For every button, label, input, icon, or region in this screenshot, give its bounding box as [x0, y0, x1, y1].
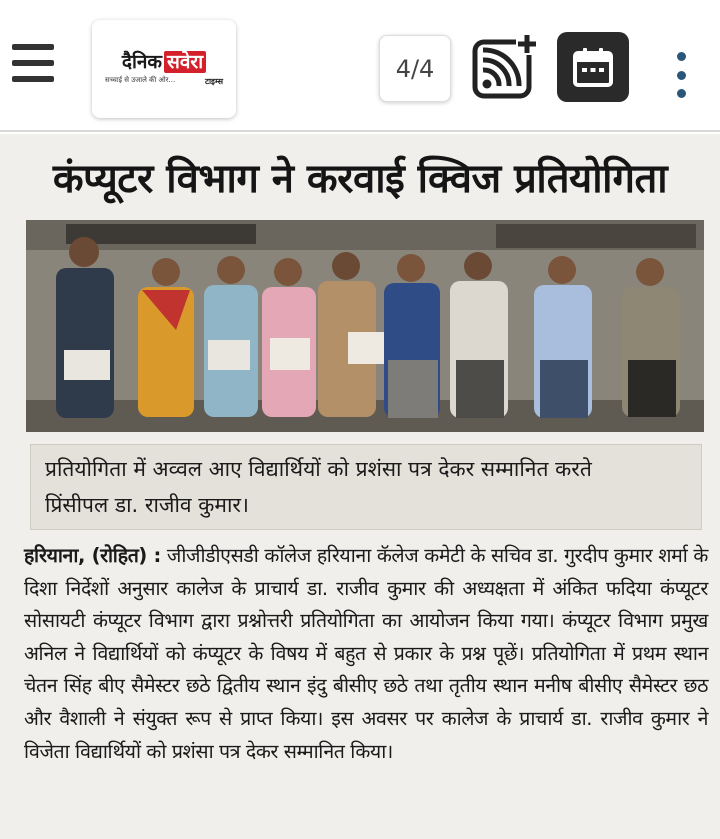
group-photo — [26, 220, 704, 432]
logo-tagline: सच्चाई से उजाले की ओर... — [105, 76, 176, 84]
hamburger-menu-icon[interactable] — [12, 44, 54, 82]
more-vertical-icon[interactable] — [672, 52, 690, 98]
logo-word-savera: सवेरा — [164, 51, 206, 73]
article-body-text: जीजीडीएसडी कॉलेज हरियाना कॅलेज कमेटी के सचिव डा. गुरदीप कुमार शर्मा के दिशा निर्देशों अनुसार कालेज के प्राचार्य डा. राजीव कुमार की अध्यक्षता में अंकित फदिया कंप्यूटर सोसायटी कंप्यूटर विभाग द्वारा प्रश्नोत्तरी प्रतियोगिता का आयोजन किया गया। कंप्यूटर विभाग प्रमुख अनिल ने विद्यार्थियों को कंप्यूटर के विषय में बहुत से प्रकार के प्रश्न पूछें। प्रतियोगिता में प्रथम स्थान चेतन सिंह बीए सैमेस्टर छठे द्वितीय स्थान इंदु बीसीए छठे तथा तृतीय स्थान मनीष बीसीए सैमेस्टर छठ और वैशाली ने संयुक्त रूप से प्राप्त किया। इस अवसर पर कालेज के प्राचार्य डा. राजीव कुमार ने विजेता विद्यार्थियों को प्रशंसा पत्र देकर सम्मानित किया। — [24, 544, 708, 763]
page-indicator[interactable]: 4/4 — [379, 35, 451, 102]
photo-caption — [30, 444, 702, 530]
calendar-icon — [572, 46, 614, 88]
logo-suffix: टाइम्स — [204, 77, 223, 86]
newspaper-logo[interactable] — [92, 20, 236, 118]
logo-word-dainik: दैनिक — [121, 51, 163, 73]
caption-line-1: प्रतियोगिता में अव्वल आए विद्यार्थियों को प्रशंसा पत्र देकर सम्मानित करते — [45, 457, 592, 481]
article-dateline: हरियाना, (रोहित) : — [24, 544, 161, 567]
article-headline: कंप्यूटर विभाग ने करवाई क्विज प्रतियोगिता — [52, 156, 668, 202]
app-bar — [0, 0, 720, 132]
calendar-button[interactable] — [557, 32, 629, 102]
article-clipping — [0, 134, 720, 839]
caption-line-2: प्रिंसीपल डा. राजीव कुमार। — [45, 493, 249, 517]
rss-feed-add-icon[interactable] — [472, 33, 538, 101]
article-body — [24, 540, 708, 768]
